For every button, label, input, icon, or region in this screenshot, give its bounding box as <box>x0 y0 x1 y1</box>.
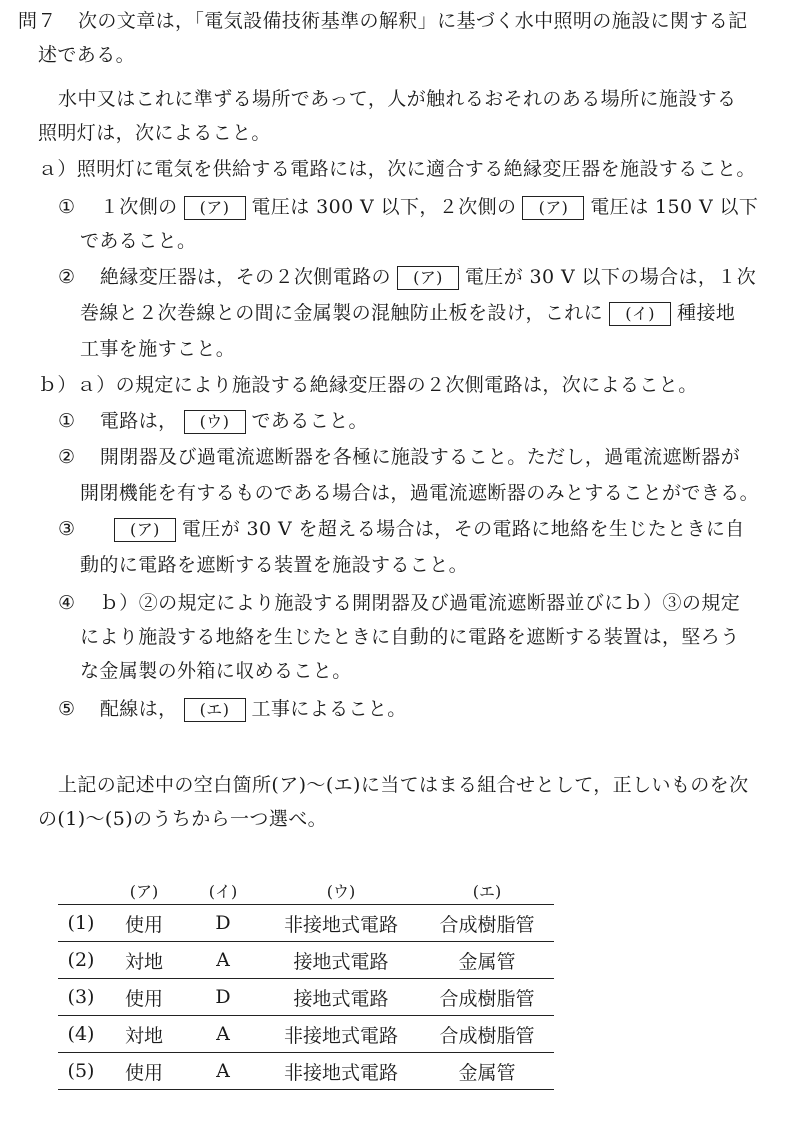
cell-e: 金属管 <box>458 950 516 973</box>
cell-i: A <box>216 949 230 971</box>
item-a2-text-2: 電圧が 30 V 以下の場合は，１次 <box>464 266 757 288</box>
blank-u: (ウ) <box>184 410 246 434</box>
table-row[interactable] <box>58 1053 554 1090</box>
item-b2-line-1 <box>58 444 740 470</box>
item-a1-line-2: であること。 <box>80 230 197 252</box>
blank-a: (ア) <box>184 196 246 220</box>
item-a2-text-1: 絶縁変圧器は，その２次側電路の <box>99 266 391 288</box>
cell-u: 非接地式電路 <box>283 913 398 936</box>
item-b2-number: ② <box>58 446 76 468</box>
cell-e: 合成樹脂管 <box>439 1024 535 1047</box>
item-a2-number: ② <box>58 266 76 288</box>
item-b3-text-1: 電圧が 30 V を超える場合は，その電路に地絡を生じたときに自 <box>181 518 745 540</box>
blank-i: (イ) <box>609 302 671 326</box>
item-a2-text-4: 種接地 <box>677 302 736 324</box>
paragraph-1-line-1: 水中又はこれに準ずる場所であって，人が触れるおそれのある場所に施設する <box>58 88 737 110</box>
cell-e: 合成樹脂管 <box>439 987 535 1010</box>
item-a1-text-2: 電圧は 300 V 以下，２次側の <box>251 196 517 218</box>
cell-u: 非接地式電路 <box>283 1024 398 1047</box>
choice-number: (4) <box>67 1023 95 1045</box>
table-row[interactable] <box>58 979 554 1016</box>
header-cell: (エ) <box>472 881 502 901</box>
cell-i: A <box>216 1023 230 1045</box>
blank-a: (ア) <box>522 196 584 220</box>
header-cell: (イ) <box>208 881 238 901</box>
item-b2-line-2: 開閉機能を有するものである場合は，過電流遮断器のみとすることができる。 <box>80 482 760 504</box>
paragraph-1-line-2: 照明灯は，次によること。 <box>38 122 271 144</box>
item-b3-number: ③ <box>58 518 76 540</box>
cell-a: 使用 <box>124 1061 163 1084</box>
item-b5-line <box>58 696 407 722</box>
cell-a: 使用 <box>124 913 163 936</box>
table-row[interactable] <box>58 1016 554 1053</box>
choice-number: (3) <box>67 986 95 1008</box>
item-a1-text-1: １次側の <box>99 196 178 218</box>
item-b5-text-2: 工事によること。 <box>251 698 407 720</box>
instruction-line-1: 上記の記述中の空白箇所(ア)～(エ)に当てはまる組合せとして，正しいものを次 <box>58 774 749 796</box>
table-row[interactable] <box>58 942 554 979</box>
cell-i: A <box>216 1060 230 1082</box>
item-b-heading: ｂ）ａ）の規定により施設する絶縁変圧器の２次側電路は，次によること。 <box>38 374 698 396</box>
cell-a: 対地 <box>124 1024 163 1047</box>
item-a2-line-2 <box>80 300 735 326</box>
item-b5-text-1: 配線は， <box>99 698 178 720</box>
choice-number: (2) <box>67 949 95 971</box>
intro-line-1: 次の文章は，「電気設備技術基準の解釈」に基づく水中照明の施設に関する記 <box>78 10 748 32</box>
choice-number: (1) <box>67 912 95 934</box>
cell-u: 非接地式電路 <box>283 1061 398 1084</box>
item-a2-text-3: 巻線と２次巻線との間に金属製の混触防止板を設け，これに <box>80 302 604 324</box>
cell-u: 接地式電路 <box>293 950 389 973</box>
cell-a: 対地 <box>124 950 163 973</box>
header-cell <box>58 876 104 905</box>
item-b1-text-1: 電路は， <box>99 410 178 432</box>
item-b2-text-1: 開閉器及び過電流遮断器を各極に施設すること。ただし，過電流遮断器が <box>99 446 741 468</box>
header-cell: (ア) <box>129 881 159 901</box>
choice-number: (5) <box>67 1060 95 1082</box>
blank-a: (ア) <box>397 266 459 290</box>
cell-a: 使用 <box>124 987 163 1010</box>
item-b4-text-1: ｂ）②の規定により施設する開閉器及び過電流遮断器並びにｂ）③の規定 <box>99 592 741 614</box>
blank-e: (エ) <box>184 698 246 722</box>
cell-e: 金属管 <box>458 1061 516 1084</box>
item-b5-number: ⑤ <box>58 698 76 720</box>
question-label: 問７ <box>18 10 57 32</box>
cell-u: 接地式電路 <box>293 987 389 1010</box>
item-b3-line-2: 動的に電路を遮断する装置を施設すること。 <box>80 554 469 576</box>
blank-a: (ア) <box>114 518 176 542</box>
item-b4-number: ④ <box>58 592 76 614</box>
item-a2-line-1 <box>58 264 756 290</box>
item-b4-line-3: な金属製の外箱に収めること。 <box>80 660 352 682</box>
item-b1-number: ① <box>58 410 76 432</box>
table-row[interactable] <box>58 905 554 942</box>
item-b1-text-2: であること。 <box>251 410 368 432</box>
instruction-line-2: の(1)～(5)のうちから一つ選べ。 <box>38 808 328 830</box>
item-b4-line-2: により施設する地絡を生じたときに自動的に電路を遮断する装置は，堅ろう <box>80 626 740 648</box>
item-b3-line-1 <box>58 516 745 542</box>
table-header-row <box>58 876 554 905</box>
item-a-heading: ａ）照明灯に電気を供給する電路には，次に適合する絶縁変圧器を施設すること。 <box>38 158 756 180</box>
item-b4-line-1 <box>58 590 740 616</box>
answer-choices-table <box>58 876 554 1090</box>
cell-i: D <box>215 912 231 934</box>
item-b1-line <box>58 408 368 434</box>
item-a1-text-3: 電圧は 150 V 以下 <box>590 196 759 218</box>
item-a1-number: ① <box>58 196 76 218</box>
intro-line-2: 述である。 <box>38 44 136 66</box>
item-a2-line-3: 工事を施すこと。 <box>80 338 236 360</box>
cell-i: D <box>215 986 231 1008</box>
item-a1-line-1 <box>58 194 758 220</box>
header-cell: (ウ) <box>326 881 356 901</box>
cell-e: 合成樹脂管 <box>439 913 535 936</box>
